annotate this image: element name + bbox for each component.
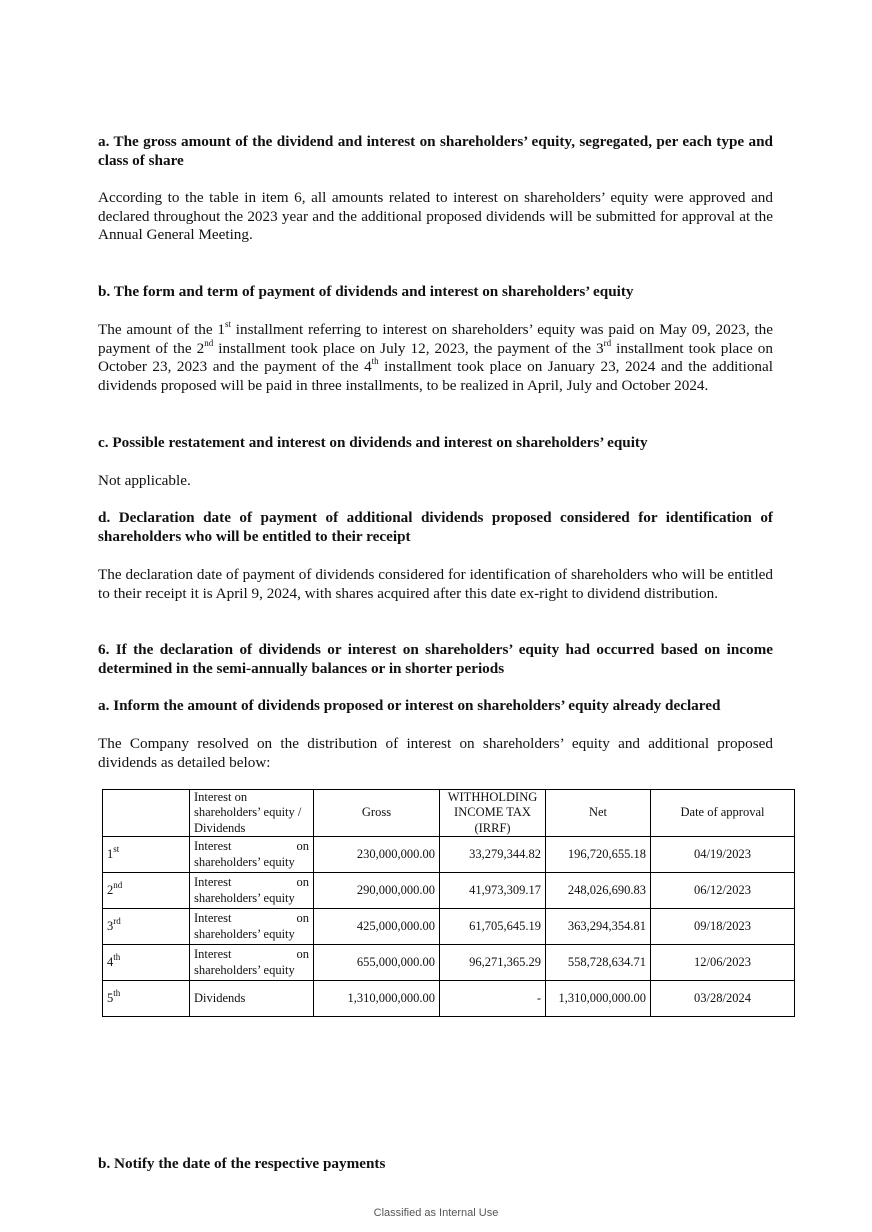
irrf-amount: 61,705,645.19 bbox=[440, 909, 546, 945]
approval-date: 03/28/2024 bbox=[651, 981, 795, 1017]
section-a-body: According to the table in item 6, all amounts related to interest on shareholders’ equity were approved and declared throughout the 2023 year and the additional proposed dividends will be submitted for approval at the Annual General Meeting. bbox=[98, 189, 773, 244]
section-d-heading: d. Declaration date of payment of additional dividends proposed considered for identification of shareholders who will be entitled to their receipt bbox=[98, 509, 773, 545]
approval-date: 09/18/2023 bbox=[651, 909, 795, 945]
payment-type: Interest on shareholders’ equity bbox=[190, 837, 314, 873]
irrf-amount: 96,271,365.29 bbox=[440, 945, 546, 981]
payment-type: Interest on shareholders’ equity bbox=[190, 945, 314, 981]
section-c-body: Not applicable. bbox=[98, 472, 191, 489]
ordinal-suffix: st bbox=[224, 318, 231, 329]
ordinal-suffix: rd bbox=[603, 337, 612, 348]
header-blank bbox=[103, 790, 190, 837]
table-header-row bbox=[103, 790, 795, 837]
table-row bbox=[103, 837, 795, 873]
net-amount: 248,026,690.83 bbox=[546, 873, 651, 909]
gross-amount: 655,000,000.00 bbox=[314, 945, 440, 981]
section-c-heading: c. Possible restatement and interest on dividends and interest on shareholders’ equity bbox=[98, 434, 648, 451]
header-gross: Gross bbox=[314, 790, 440, 837]
installment-ordinal: 5th bbox=[103, 981, 190, 1017]
section-a-heading: a. The gross amount of the dividend and interest on shareholders’ equity, segregated, per each type and class of share bbox=[98, 133, 773, 169]
header-net: Net bbox=[546, 790, 651, 837]
section-b-body: The amount of the 1st installment referring to interest on shareholders’ equity was paid on May 09, 2023, the payment of the 2nd installment took place on July 12, 2023, the payment of the 3rd installment took place on October 23, 2023 and the payment of the 4th installment took place on January 23, 2024 and the additional dividends proposed will be paid in three installments, to be realized in April, July and October 2024. bbox=[98, 318, 773, 394]
installment-ordinal: 3rd bbox=[103, 909, 190, 945]
section-6-heading: 6. If the declaration of dividends or interest on shareholders’ equity had occurred based on income determined in the semi-annually balances or in shorter periods bbox=[98, 641, 773, 677]
net-amount: 558,728,634.71 bbox=[546, 945, 651, 981]
section-6b-heading: b. Notify the date of the respective payments bbox=[98, 1155, 386, 1172]
gross-amount: 425,000,000.00 bbox=[314, 909, 440, 945]
installment-ordinal: 1st bbox=[103, 837, 190, 873]
section-6a-heading: a. Inform the amount of dividends proposed or interest on shareholders’ equity already declared bbox=[98, 697, 721, 714]
ordinal-suffix: nd bbox=[204, 337, 214, 348]
section-b-heading: b. The form and term of payment of dividends and interest on shareholders’ equity bbox=[98, 283, 634, 300]
header-type: Interest on shareholders’ equity / Dividends bbox=[190, 790, 314, 837]
installment-ordinal: 4th bbox=[103, 945, 190, 981]
net-amount: 363,294,354.81 bbox=[546, 909, 651, 945]
ordinal-suffix: th bbox=[371, 356, 379, 367]
irrf-amount: 33,279,344.82 bbox=[440, 837, 546, 873]
gross-amount: 230,000,000.00 bbox=[314, 837, 440, 873]
header-irrf: WITHHOLDING INCOME TAX (IRRF) bbox=[440, 790, 546, 837]
table-row bbox=[103, 873, 795, 909]
table-row bbox=[103, 945, 795, 981]
net-amount: 196,720,655.18 bbox=[546, 837, 651, 873]
net-amount: 1,310,000,000.00 bbox=[546, 981, 651, 1017]
gross-amount: 290,000,000.00 bbox=[314, 873, 440, 909]
table-row bbox=[103, 981, 795, 1017]
payment-type: Interest on shareholders’ equity bbox=[190, 873, 314, 909]
payment-type: Dividends bbox=[190, 981, 314, 1017]
irrf-amount: 41,973,309.17 bbox=[440, 873, 546, 909]
classification-footer: Classified as Internal Use bbox=[373, 1207, 499, 1219]
table-row bbox=[103, 909, 795, 945]
dividends-table bbox=[102, 789, 795, 1017]
approval-date: 06/12/2023 bbox=[651, 873, 795, 909]
section-6a-body: The Company resolved on the distribution of interest on shareholders’ equity and additional proposed dividends as detailed below: bbox=[98, 735, 773, 771]
installment-ordinal: 2nd bbox=[103, 873, 190, 909]
payment-type: Interest on shareholders’ equity bbox=[190, 909, 314, 945]
gross-amount: 1,310,000,000.00 bbox=[314, 981, 440, 1017]
approval-date: 04/19/2023 bbox=[651, 837, 795, 873]
section-d-body: The declaration date of payment of dividends considered for identification of shareholders who will be entitled to their receipt it is April 9, 2024, with shares acquired after this date ex-right to dividend distribution. bbox=[98, 566, 773, 602]
header-date: Date of approval bbox=[651, 790, 795, 837]
approval-date: 12/06/2023 bbox=[651, 945, 795, 981]
irrf-amount: - bbox=[440, 981, 546, 1017]
